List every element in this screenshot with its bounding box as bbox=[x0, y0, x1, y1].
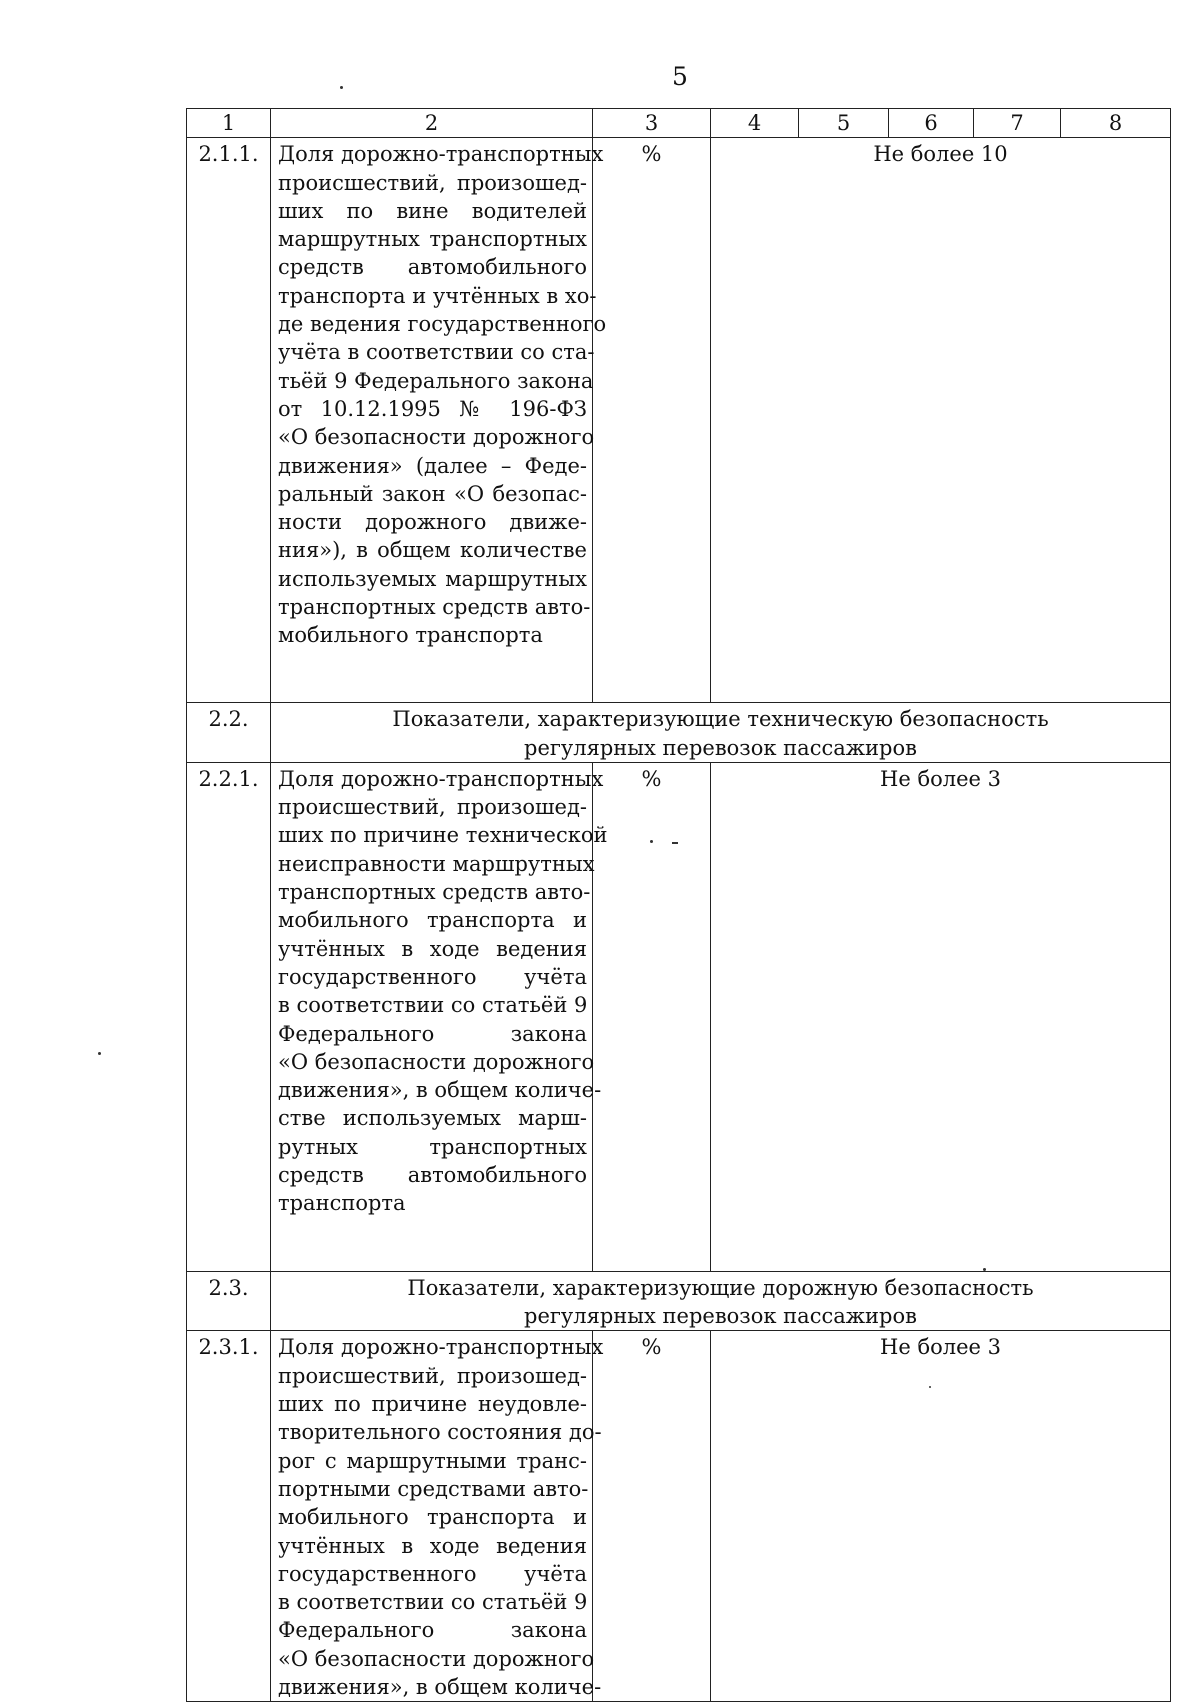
description-line: используемых маршрутных bbox=[278, 566, 587, 591]
indicator-row bbox=[187, 1331, 1171, 1702]
description-line: творительного состояния до- bbox=[278, 1420, 602, 1445]
description-line: мобильного транспорта и bbox=[278, 1505, 587, 1530]
header-cell: 7 bbox=[974, 109, 1061, 138]
description-line: движения», в общем количе- bbox=[278, 1078, 602, 1103]
header-cell: 6 bbox=[889, 109, 974, 138]
header-cell: 4 bbox=[711, 109, 799, 138]
description-line: портными средствами авто- bbox=[278, 1476, 589, 1501]
indicator-row bbox=[187, 762, 1171, 1271]
description-line: транспорта bbox=[278, 1191, 406, 1216]
description-line: в соответствии со статьёй 9 bbox=[278, 1590, 588, 1615]
description-line: стве используемых марш- bbox=[278, 1106, 587, 1131]
description-line: мобильного транспорта bbox=[278, 623, 543, 648]
description-line: происшествий, произошед- bbox=[278, 170, 587, 195]
description-line: учёта в соответствии со ста- bbox=[278, 340, 595, 365]
description-line: Доля дорожно-транспортных bbox=[278, 766, 604, 791]
value-cell: Не более 10 bbox=[711, 138, 1171, 703]
header-cell: 1 bbox=[187, 109, 271, 138]
scan-speck bbox=[98, 1052, 101, 1055]
description-line: движения», в общем количе- bbox=[278, 1675, 602, 1700]
header-cell: 3 bbox=[593, 109, 711, 138]
indicator-description bbox=[271, 138, 607, 703]
description-line: учтённых в ходе ведения bbox=[278, 936, 587, 961]
section-title-line: регулярных перевозок пассажиров bbox=[524, 735, 917, 760]
description-line: неисправности маршрутных bbox=[278, 851, 595, 876]
description-line: ших по причине неудовле- bbox=[278, 1392, 587, 1417]
description-line: ральный закон «О безопас- bbox=[278, 481, 587, 506]
page-number: 5 bbox=[672, 62, 688, 91]
section-title-line: регулярных перевозок пассажиров bbox=[524, 1304, 917, 1329]
description-line: тьёй 9 Федерального закона bbox=[278, 368, 594, 393]
unit-cell: % bbox=[593, 138, 711, 703]
description-line: де ведения государственного bbox=[278, 312, 607, 337]
header-cell: 2 bbox=[271, 109, 593, 138]
description-line: рог с маршрутными транс- bbox=[278, 1448, 587, 1473]
description-line: происшествий, произошед- bbox=[278, 1363, 587, 1388]
indicator-row bbox=[187, 138, 1171, 703]
header-row bbox=[187, 109, 1171, 138]
section-row bbox=[187, 703, 1171, 763]
description-line: средств автомобильного bbox=[278, 255, 587, 280]
description-line: Федерального закона bbox=[278, 1021, 587, 1046]
description-line: Доля дорожно-транспортных bbox=[278, 1335, 604, 1360]
description-line: от 10.12.1995 № 196-ФЗ bbox=[278, 396, 587, 421]
description-line: транспортных средств авто- bbox=[278, 880, 591, 905]
description-line: учтённых в ходе ведения bbox=[278, 1533, 587, 1558]
scan-speck bbox=[340, 86, 343, 89]
section-number: 2.3. bbox=[187, 1271, 271, 1331]
unit-cell: % bbox=[593, 1331, 711, 1702]
description-line: ния»), в общем количестве bbox=[278, 538, 587, 563]
section-title-line: Показатели, характеризующие техническую безопасность bbox=[392, 707, 1049, 732]
section-title-line: Показатели, характеризующие дорожную безопасность bbox=[407, 1275, 1034, 1300]
description-line: транспорта и учтённых в хо- bbox=[278, 283, 597, 308]
description-line: государственного учёта bbox=[278, 1561, 587, 1586]
description-line: ших по вине водителей bbox=[278, 198, 587, 223]
unit-cell: % bbox=[593, 762, 711, 1271]
description-line: государственного учёта bbox=[278, 964, 587, 989]
indicator-description bbox=[271, 762, 608, 1271]
description-line: движения» (далее – Феде- bbox=[278, 453, 587, 478]
indicator-description bbox=[271, 1331, 604, 1702]
row-number: 2.1.1. bbox=[187, 138, 271, 703]
row-number: 2.2.1. bbox=[187, 762, 271, 1271]
description-line: Доля дорожно-транспортных bbox=[278, 142, 604, 167]
description-line: Федерального закона bbox=[278, 1618, 587, 1643]
description-line: мобильного транспорта и bbox=[278, 908, 587, 933]
description-line: «О безопасности дорожного bbox=[278, 1646, 595, 1671]
description-line: «О безопасности дорожного bbox=[278, 425, 595, 450]
description-line: происшествий, произошед- bbox=[278, 795, 587, 820]
value-cell: Не более 3 bbox=[711, 762, 1171, 1271]
description-line: ности дорожного движе- bbox=[278, 510, 587, 535]
header-cell: 5 bbox=[799, 109, 889, 138]
description-line: в соответствии со статьёй 9 bbox=[278, 993, 588, 1018]
section-title bbox=[271, 1271, 1171, 1331]
description-line: транспортных средств авто- bbox=[278, 595, 591, 620]
description-line: «О безопасности дорожного bbox=[278, 1049, 595, 1074]
description-line: рутных транспортных bbox=[278, 1134, 587, 1159]
indicators-table bbox=[186, 108, 1171, 1702]
header-cell: 8 bbox=[1061, 109, 1171, 138]
row-number: 2.3.1. bbox=[187, 1331, 271, 1702]
description-line: маршрутных транспортных bbox=[278, 227, 587, 252]
section-number: 2.2. bbox=[187, 703, 271, 763]
description-line: ших по причине технической bbox=[278, 823, 608, 848]
section-title bbox=[271, 703, 1171, 763]
description-line: средств автомобильного bbox=[278, 1163, 587, 1188]
section-row bbox=[187, 1271, 1171, 1331]
value-cell: Не более 3 bbox=[711, 1331, 1171, 1702]
